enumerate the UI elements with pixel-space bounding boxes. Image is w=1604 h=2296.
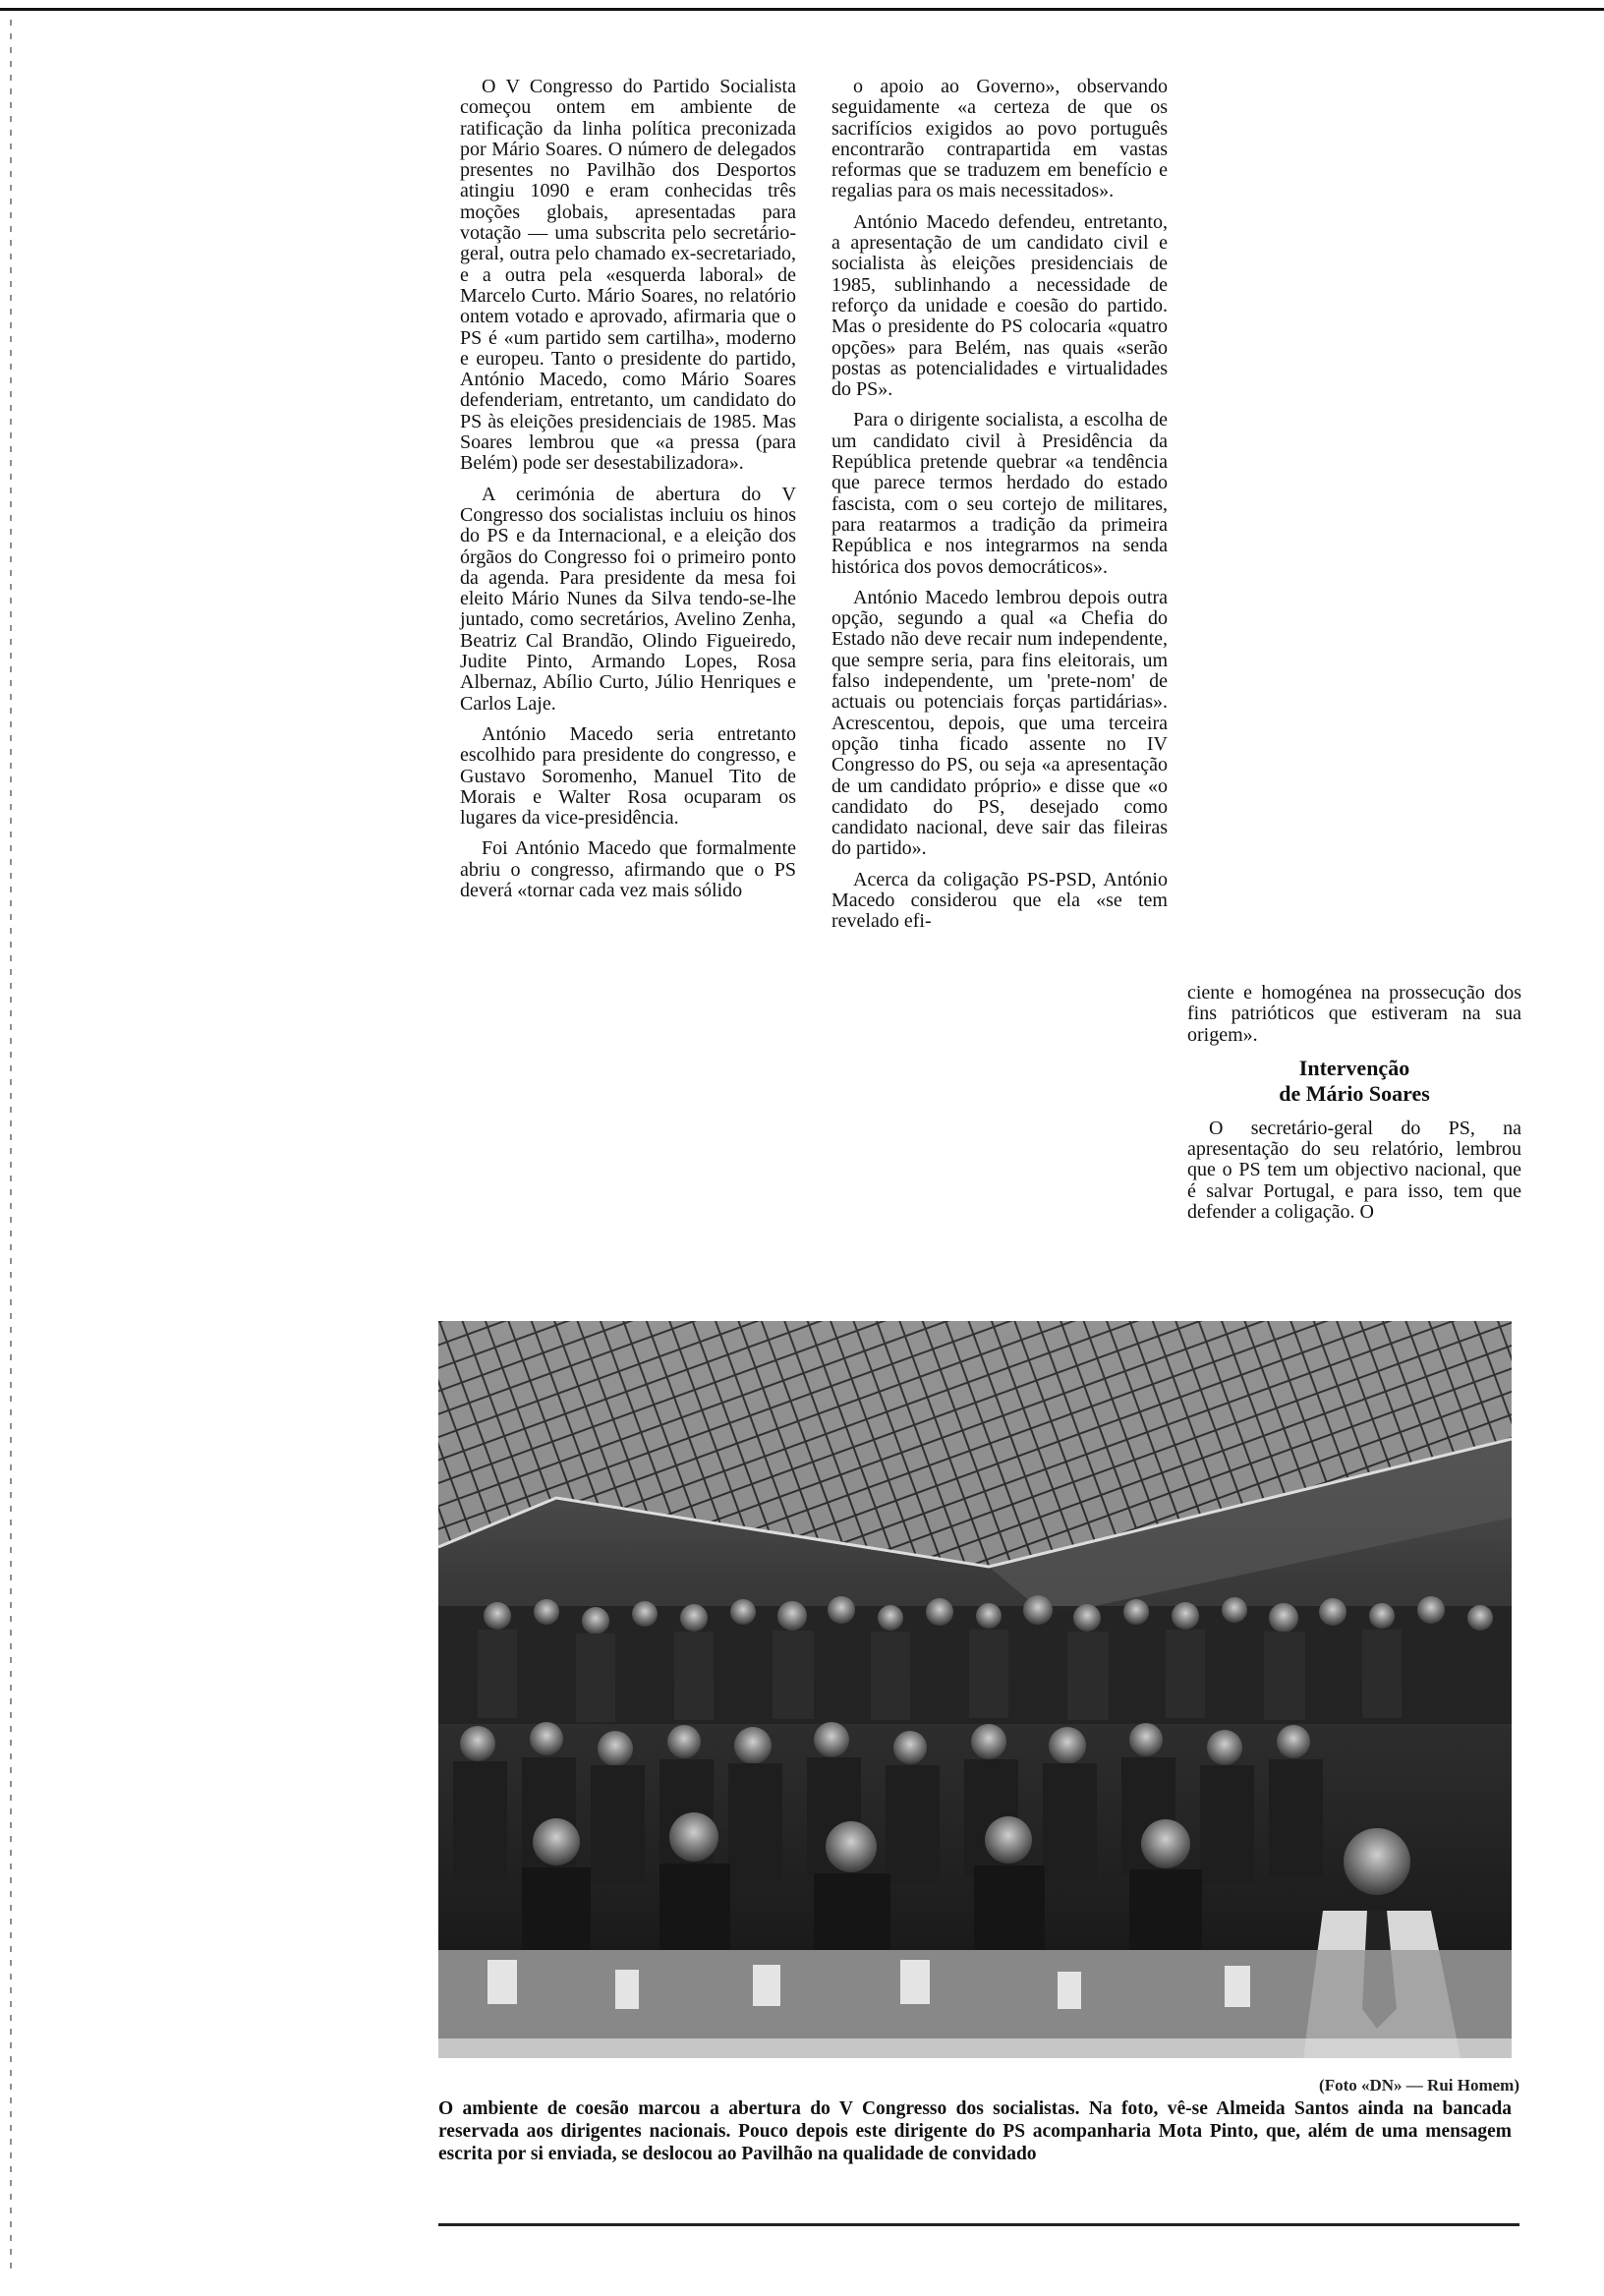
- article-column-3: [1187, 983, 1521, 1233]
- paragraph: Acerca da coligação PS-PSD, António Macedo considerou que ela «se tem revelado efi-: [831, 868, 1168, 933]
- paragraph: o apoio ao Governo», observando seguidamente «a certeza de que os sacrifícios exigidos ao povo português encontrarão contrapartida em vastas reformas que se traduzem em benefício e regalias para os mais necessitados».: [831, 76, 1168, 202]
- photo-caption: O ambiente de coesão marcou a abertura do V Congresso dos socialistas. Na foto, vê-se Almeida Santos ainda na bancada reservada aos dirigentes nacionais. Pouco depois este dirigente do PS acompanharia Mota Pinto, que, além de uma mensagem escrita por si enviada, se deslocou ao Pavilhão na qualidade de convidado: [438, 2098, 1512, 2164]
- article-column-1: [460, 77, 796, 911]
- paragraph: O secretário-geral do PS, na apresentação do seu relatório, lembrou que o PS tem um objectivo nacional, que é salvar Portugal, e para isso, tem que defender a coligação. O: [1187, 1117, 1521, 1224]
- subheading-line-2: de Mário Soares: [1279, 1080, 1430, 1106]
- top-rule: [0, 8, 1604, 11]
- paragraph: Foi António Macedo que formalmente abriu o congresso, afirmando que o PS deverá «tornar cada vez mais sólido: [460, 837, 796, 901]
- subheading: [1187, 1056, 1521, 1107]
- photo-credit: (Foto «DN» — Rui Homem): [1319, 2076, 1519, 2095]
- congress-photo: [438, 1321, 1512, 2058]
- caption-rule: [438, 2223, 1519, 2226]
- paragraph: António Macedo lembrou depois outra opção, segundo a qual «a Chefia do Estado não deve recair num independente, que sempre seria, para fins eleitorais, um falso independente, um 'prete-nom' de actuais ou potenciais forças partidárias». Acrescentou, depois, que uma terceira opção tinha ficado assente no IV Congresso do PS, ou seja «a apresentação de um candidato próprio» e disse que «o candidato do PS, desejado como candidato nacional, deve sair das fileiras do partido».: [831, 586, 1168, 860]
- paragraph: A cerimónia de abertura do V Congresso dos socialistas incluiu os hinos do PS e da Internacional, e a eleição dos órgãos do Congresso foi o primeiro ponto da agenda. Para presidente da mesa foi eleito Mário Nunes da Silva tendo-se-lhe juntado, como secretários, Avelino Zenha, Beatriz Cal Brandão, Olindo Figueiredo, Judite Pinto, Armando Lopes, Rosa Albernaz, Abílio Curto, Júlio Henriques e Carlos Laje.: [460, 483, 796, 715]
- article-column-2: [831, 77, 1168, 943]
- paragraph: António Macedo seria entretanto escolhido para presidente do congresso, e Gustavo Soromenho, Manuel Tito de Morais e Walter Rosa ocuparam os lugares da vice-presidência.: [460, 722, 796, 830]
- paragraph: O V Congresso do Partido Socialista começou ontem em ambiente de ratificação da linha política preconizada por Mário Soares. O número de delegados presentes no Pavilhão dos Desportos atingiu 1090 e eram conhecidas três moções globais, apresentadas para votação — uma subscrita pelo secretário-geral, outra pelo chamado ex-secretariado, e a outra pela «esquerda laboral» de Marcelo Curto. Mário Soares, no relatório ontem votado e aprovado, afirmaria que o PS é «um partido sem cartilha», moderno e europeu. Tanto o presidente do partido, António Macedo, como Mário Soares defenderiam, entretanto, um candidato do PS às eleições presidenciais de 1985. Mas Soares lembrou que «a pressa (para Belém) pode ser desestabilizadora».: [460, 76, 796, 475]
- scan-edge: [10, 20, 12, 2270]
- paragraph: Para o dirigente socialista, a escolha de um candidato civil à Presidência da República pretende quebrar «a tendência que parece termos herdado do estado fascista, com o seu cortejo de militares, para reatarmos a tradição da primeira República e nos integrarmos na senda histórica dos povos democráticos».: [831, 409, 1168, 578]
- subheading-line-1: Intervenção: [1298, 1055, 1410, 1080]
- paragraph-continuation: ciente e homogénea na prossecução dos fins patrióticos que estiveram na sua origem».: [1187, 982, 1521, 1046]
- paragraph: António Macedo defendeu, entretanto, a apresentação de um candidato civil e socialista às eleições presidenciais de 1985, sublinhando a necessidade de reforço da unidade e coesão do partido. Mas o presidente do PS colocaria «quatro opções» para Belém, nas quais «serão postas as potencialidades e virtualidades do PS».: [831, 210, 1168, 401]
